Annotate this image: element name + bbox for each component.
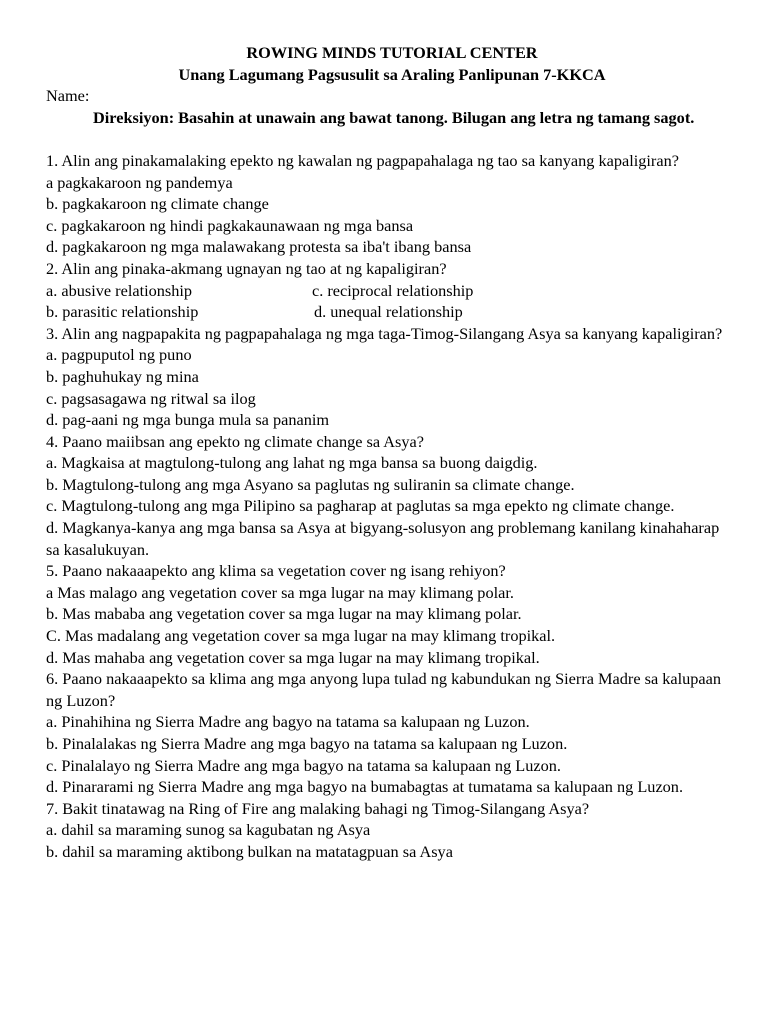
choice-a: a pagkakaroon ng pandemya: [46, 172, 233, 192]
choice-a: a. dahil sa maraming sunog sa kagubatan ng Asya: [46, 820, 371, 840]
choice-c: c. reciprocal relationship: [312, 280, 474, 300]
exam-subtitle: Unang Lagumang Pagsusulit sa Araling Panlipunan 7-KKCA: [178, 64, 606, 84]
choice-b: b. parasitic relationship: [46, 302, 199, 322]
choice-a: a. abusive relationship: [46, 280, 193, 300]
choice-row: [46, 301, 728, 323]
choice-a: a. pagpuputol ng puno: [46, 345, 192, 365]
choice-b: b. dahil sa maraming aktibong bulkan na matatagpuan sa Asya: [46, 841, 453, 861]
choice-c: c. Pinalalayo ng Sierra Madre ang mga bagyo na tatama sa kalupaan ng Luzon.: [46, 755, 561, 775]
question-text: 4. Paano maiibsan ang epekto ng climate change sa Asya?: [46, 431, 424, 451]
question-text: 6. Paano nakaaapekto sa klima ang mga anyong lupa tulad ng kabundukan ng Sierra Madre sa kalupaan ng Luzon?: [46, 669, 722, 710]
choice-c: c. pagkakaroon ng hindi pagkakaunawaan ng mga bansa: [46, 215, 414, 235]
blank-line: [46, 128, 728, 150]
question-3: [46, 323, 728, 431]
choice-d: d. Mas mahaba ang vegetation cover sa mga lugar na may klimang tropikal.: [46, 647, 540, 667]
choice-c: c. pagsasagawa ng ritwal sa ilog: [46, 388, 256, 408]
choice-c: c. Magtulong-tulong ang mga Pilipino sa pagharap at paglutas sa mga epekto ng climate change.: [46, 496, 675, 516]
choice-d: d. pag-aani ng mga bunga mula sa pananim: [46, 410, 330, 430]
question-text: 5. Paano nakaaapekto ang klima sa vegetation cover ng isang rehiyon?: [46, 561, 506, 581]
choice-d: d. pagkakaroon ng mga malawakang protesta sa iba't ibang bansa: [46, 237, 472, 257]
question-text: 7. Bakit tinatawag na Ring of Fire ang malaking bahagi ng Timog-Silangang Asya?: [46, 798, 590, 818]
question-text: 2. Alin ang pinaka-akmang ugnayan ng tao at ng kapaligiran?: [46, 258, 447, 278]
center-title: ROWING MINDS TUTORIAL CENTER: [246, 43, 538, 62]
choice-b: b. Mas mababa ang vegetation cover sa mga lugar na may klimang polar.: [46, 604, 522, 624]
directions: Direksiyon: Basahin at unawain ang bawat tanong. Bilugan ang letra ng tamang sagot.: [93, 107, 695, 127]
choice-d: d. unequal relationship: [314, 302, 463, 322]
question-text: 3. Alin ang nagpapakita ng pagpapahalaga ng mga taga-Timog-Silangang Asya sa kanyang kapaligiran?: [46, 323, 723, 343]
choice-a: a Mas malago ang vegetation cover sa mga lugar na may klimang polar.: [46, 582, 514, 602]
choice-b: b. Pinalalakas ng Sierra Madre ang mga bagyo na tatama sa kalupaan ng Luzon.: [46, 734, 568, 753]
choice-c: C. Mas madalang ang vegetation cover sa mga lugar na may klimang tropikal.: [46, 626, 556, 646]
choice-a: a. Pinahihina ng Sierra Madre ang bagyo na tatama sa kalupaan ng Luzon.: [46, 712, 530, 732]
question-7: [46, 798, 728, 863]
question-text: 1. Alin ang pinakamalaking epekto ng kawalan ng pagpapahalaga ng tao sa kanyang kapaligiran?: [46, 150, 679, 170]
choice-b: b. paghuhukay ng mina: [46, 366, 199, 386]
choice-b: b. pagkakaroon ng climate change: [46, 194, 269, 214]
name-label: Name:: [46, 86, 90, 106]
question-4: [46, 431, 728, 561]
question-2: [46, 258, 728, 323]
question-6: [46, 668, 728, 798]
question-1: [46, 150, 728, 258]
choice-row: [46, 280, 728, 302]
question-5: [46, 560, 728, 668]
choice-a: a. Magkaisa at magtulong-tulong ang lahat ng mga bansa sa buong daigdig.: [46, 453, 538, 473]
choice-b: b. Magtulong-tulong ang mga Asyano sa paglutas ng suliranin sa climate change.: [46, 474, 575, 494]
choice-d: d. Pinararami ng Sierra Madre ang mga bagyo na bumabagtas at tumatama sa kalupaan ng Luzon.: [46, 777, 684, 797]
choice-d: d. Magkanya-kanya ang mga bansa sa Asya at bigyang-solusyon ang problemang kanilang kinahaharap sa kasalukuyan.: [46, 518, 720, 559]
